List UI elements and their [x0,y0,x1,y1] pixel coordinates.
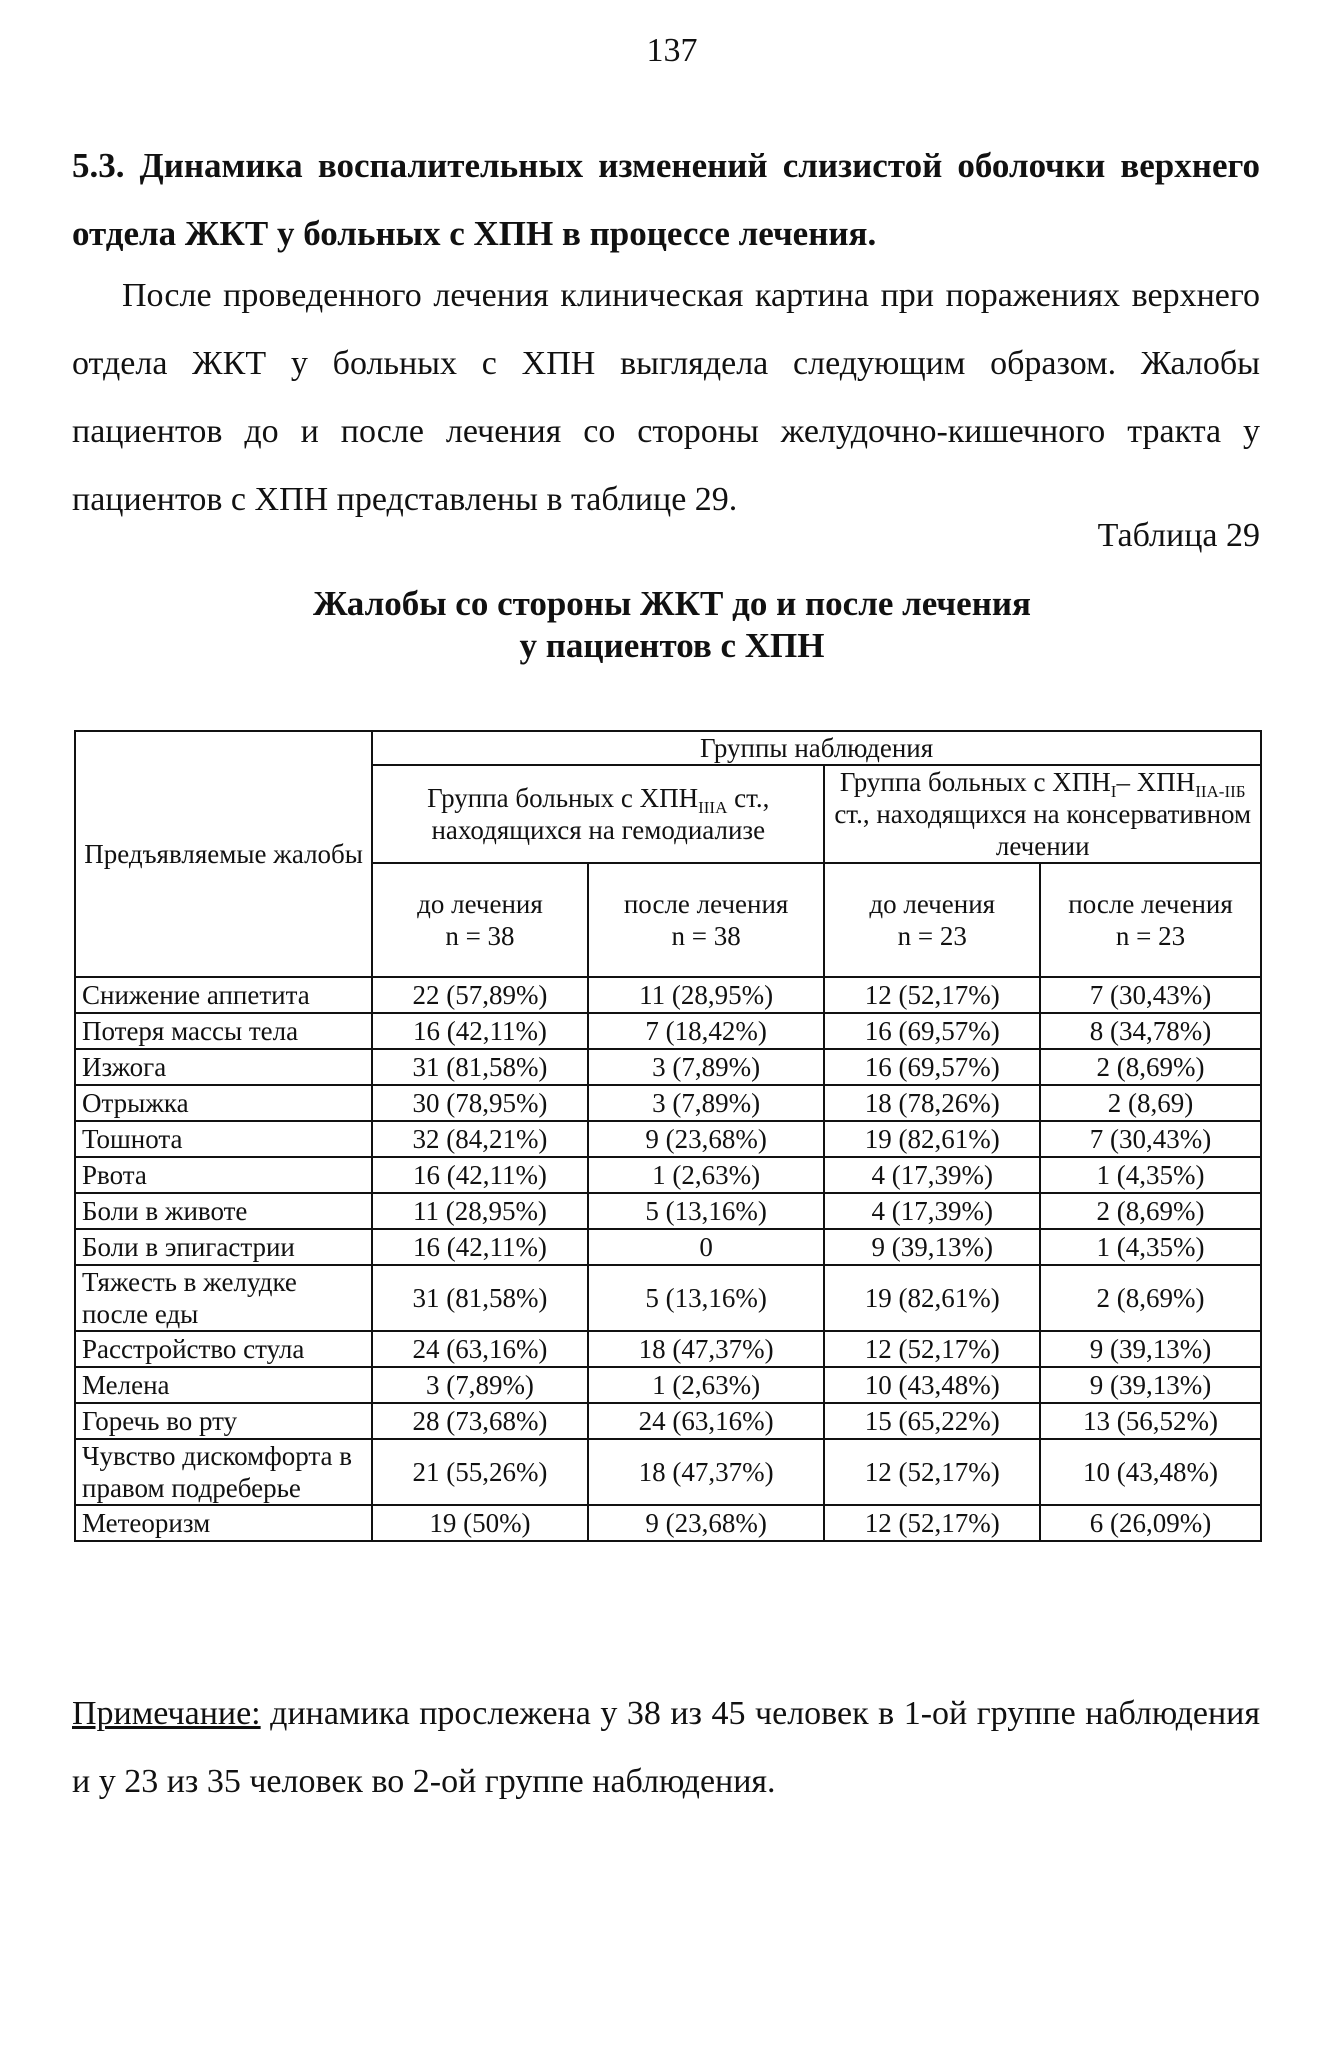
table-row [75,1331,1261,1367]
table-cell: 30 (78,95%) [372,1085,588,1121]
table-row [75,1085,1261,1121]
table-cell: 0 [588,1229,825,1265]
table-cell: 21 (55,26%) [372,1439,588,1505]
table-cell: 13 (56,52%) [1040,1403,1261,1439]
row-label: Тошнота [75,1121,372,1157]
table-cell: 24 (63,16%) [372,1331,588,1367]
table-cell: 10 (43,48%) [1040,1439,1261,1505]
table-cell: 9 (39,13%) [1040,1367,1261,1403]
table-title-line-2: у пациентов с ХПН [519,626,825,665]
table-cell: 16 (69,57%) [824,1013,1040,1049]
note [72,1680,1260,1816]
table-cell: 16 (42,11%) [372,1013,588,1049]
row-label: Расстройство стула [75,1331,372,1367]
table-cell: 18 (47,37%) [588,1439,825,1505]
header-col-before-2: до лечения n = 23 [824,863,1040,977]
table-cell: 3 (7,89%) [588,1049,825,1085]
row-label: Изжога [75,1049,372,1085]
note-text: динамика прослежена у 38 из 45 человек в 1-ой группе наблюдения и у 23 из 35 человек во 2-ой группе наблюдения. [72,1695,1260,1800]
table-cell: 5 (13,16%) [588,1193,825,1229]
row-label: Тяжесть в желудке после еды [75,1265,372,1331]
header-groups: Группы наблюдения [372,731,1261,765]
table-cell: 11 (28,95%) [588,977,825,1013]
table-cell: 4 (17,39%) [824,1193,1040,1229]
header-group-1: Группа больных с $ХПН_{IIIA}$ ст., находящихся на гемодиализе [372,765,824,863]
body-paragraph: После проведенного лечения клиническая картина при поражениях верхнего отдела ЖКТ у больных с ХПН выглядела следующим образом. Жалобы пациентов до и после лечения со стороны желудочно-кишечного тракта у пациентов с ХПН представлены в таблице 29. [72,277,1260,518]
table-cell: 9 (39,13%) [824,1229,1040,1265]
header-col-after-1: после лечения n = 38 [588,863,825,977]
table-row [75,1121,1261,1157]
table-cell: 3 (7,89%) [588,1085,825,1121]
header-col-before-1: до лечения n = 38 [372,863,588,977]
table-title [0,583,1344,667]
table-cell: 3 (7,89%) [372,1367,588,1403]
table-cell: 15 (65,22%) [824,1403,1040,1439]
table-cell: 7 (30,43%) [1040,977,1261,1013]
row-label: Снижение аппетита [75,977,372,1013]
header-col-after-2: после лечения n = 23 [1040,863,1261,977]
table-title-line-1: Жалобы со стороны ЖКТ до и после лечения [313,584,1031,623]
table-body [75,977,1261,1541]
table-cell: 1 (4,35%) [1040,1229,1261,1265]
table-caption: Таблица 29 [1097,517,1260,554]
table-cell: 18 (78,26%) [824,1085,1040,1121]
row-label: Горечь во рту [75,1403,372,1439]
table-row [75,1049,1261,1085]
table-cell: 18 (47,37%) [588,1331,825,1367]
table-cell: 12 (52,17%) [824,1505,1040,1541]
section-heading: 5.3. Динамика воспалительных изменений слизистой оболочки верхнего отдела ЖКТ у больных с ХПН в процессе лечения. [72,146,1260,253]
note-label: Примечание: [72,1695,261,1732]
table-cell: 9 (23,68%) [588,1121,825,1157]
table-cell: 7 (30,43%) [1040,1121,1261,1157]
table-cell: 9 (39,13%) [1040,1331,1261,1367]
table-cell: 1 (2,63%) [588,1157,825,1193]
table-cell: 7 (18,42%) [588,1013,825,1049]
row-label: Рвота [75,1157,372,1193]
table-cell: 12 (52,17%) [824,1331,1040,1367]
table-cell: 32 (84,21%) [372,1121,588,1157]
header-complaints: Предъявляемые жалобы [75,731,372,977]
table-cell: 11 (28,95%) [372,1193,588,1229]
table-cell: 2 (8,69) [1040,1085,1261,1121]
table-cell: 4 (17,39%) [824,1157,1040,1193]
table-cell: 19 (82,61%) [824,1265,1040,1331]
table-cell: 19 (50%) [372,1505,588,1541]
table-cell: 16 (69,57%) [824,1049,1040,1085]
table-row [75,1013,1261,1049]
header-group-2: Группа больных с $ХПН_I-$ $ХПН_{IIA-IIБ}$ ст., находящихся на консервативном лечении [824,765,1261,863]
table-row [75,1367,1261,1403]
table-row [75,1157,1261,1193]
table-cell: 1 (4,35%) [1040,1157,1261,1193]
table-cell: 9 (23,68%) [588,1505,825,1541]
table-row [75,1229,1261,1265]
table-cell: 8 (34,78%) [1040,1013,1261,1049]
complaints-table [74,730,1262,1542]
table-cell: 12 (52,17%) [824,977,1040,1013]
table-cell: 19 (82,61%) [824,1121,1040,1157]
page-number: 137 [646,32,698,69]
row-label: Чувство дискомфорта в правом подреберье [75,1439,372,1505]
table-cell: 1 (2,63%) [588,1367,825,1403]
table-cell: 2 (8,69%) [1040,1049,1261,1085]
table-cell: 28 (73,68%) [372,1403,588,1439]
row-label: Мелена [75,1367,372,1403]
table-row [75,1265,1261,1331]
table-row [75,1439,1261,1505]
table-cell: 12 (52,17%) [824,1439,1040,1505]
table-cell: 2 (8,69%) [1040,1265,1261,1331]
row-label: Боли в эпигастрии [75,1229,372,1265]
row-label: Отрыжка [75,1085,372,1121]
table-cell: 16 (42,11%) [372,1229,588,1265]
table-cell: 31 (81,58%) [372,1265,588,1331]
row-label: Боли в животе [75,1193,372,1229]
table-cell: 31 (81,58%) [372,1049,588,1085]
table-cell: 2 (8,69%) [1040,1193,1261,1229]
row-label: Потеря массы тела [75,1013,372,1049]
table-cell: 22 (57,89%) [372,977,588,1013]
table-row [75,977,1261,1013]
table-cell: 16 (42,11%) [372,1157,588,1193]
row-label: Метеоризм [75,1505,372,1541]
table-cell: 24 (63,16%) [588,1403,825,1439]
table-cell: 5 (13,16%) [588,1265,825,1331]
table-cell: 10 (43,48%) [824,1367,1040,1403]
table-row [75,1193,1261,1229]
table-row [75,1403,1261,1439]
table-row [75,1505,1261,1541]
table-cell: 6 (26,09%) [1040,1505,1261,1541]
